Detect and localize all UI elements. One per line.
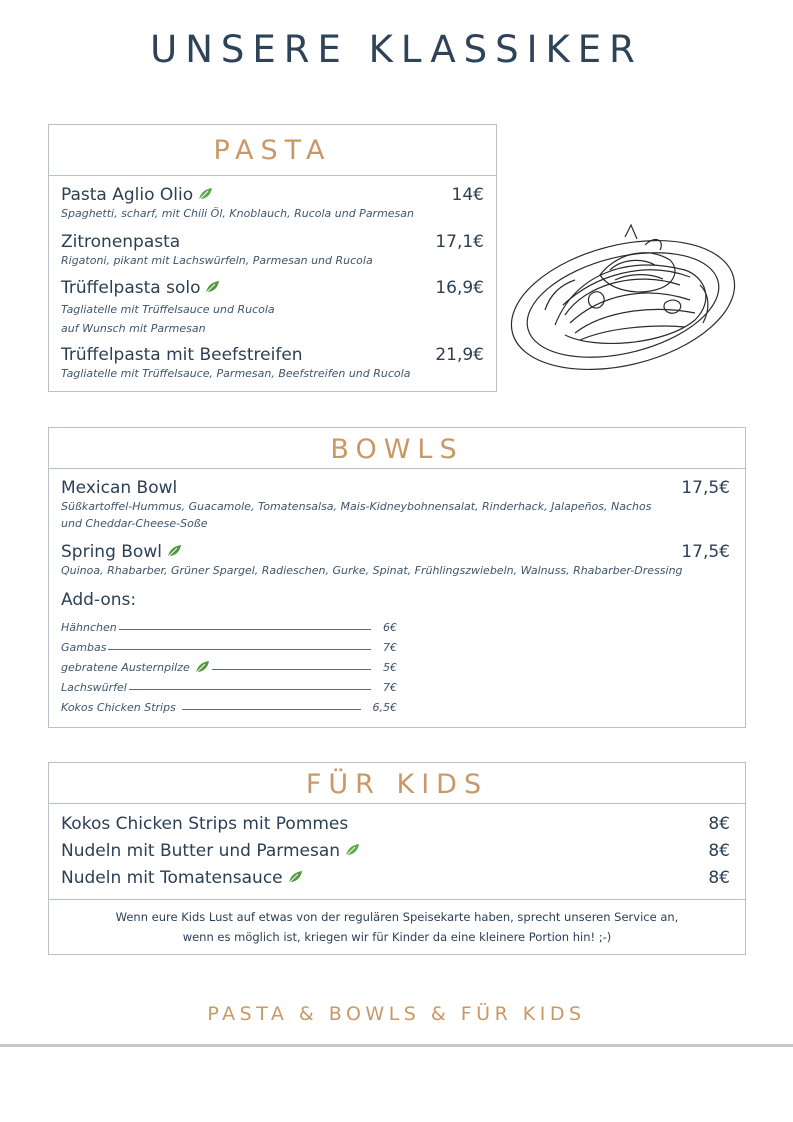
item-price: 16,9€ bbox=[435, 278, 484, 298]
item-price: 8€ bbox=[708, 814, 730, 834]
addon-name: Hähnchen bbox=[61, 621, 117, 634]
item-description: auf Wunsch mit Parmesan bbox=[61, 322, 206, 335]
item-price: 21,9€ bbox=[435, 345, 484, 365]
item-name: Zitronenpasta bbox=[61, 232, 181, 252]
addon-price: 6€ bbox=[383, 621, 397, 634]
pasta-section bbox=[48, 124, 497, 392]
kids-note-line: wenn es möglich ist, kriegen wir für Kinder da eine kleinere Portion hin! ;-) bbox=[182, 930, 612, 944]
leaf-icon bbox=[197, 186, 213, 200]
addon-name: gebratene Austernpilze bbox=[61, 661, 190, 674]
item-description: Quinoa, Rhabarber, Grüner Spargel, Radieschen, Gurke, Spinat, Frühlingszwiebeln, Walnuss, Rhabarber-Dressing bbox=[61, 564, 683, 577]
kids-heading: FÜR KIDS bbox=[49, 763, 745, 804]
addon-name: Lachswürfel bbox=[61, 681, 127, 694]
item-description: Tagliatelle mit Trüffelsauce und Rucola bbox=[61, 303, 275, 316]
addon-price: 7€ bbox=[383, 681, 397, 694]
item-price: 17,5€ bbox=[681, 478, 730, 498]
item-price: 14€ bbox=[451, 185, 484, 205]
item-description: Rigatoni, pikant mit Lachswürfeln, Parmesan und Rucola bbox=[61, 254, 373, 267]
leaf-icon bbox=[166, 543, 182, 557]
item-price: 17,5€ bbox=[681, 542, 730, 562]
menu-item bbox=[61, 278, 484, 345]
menu-item bbox=[61, 814, 730, 841]
bowls-heading: BOWLS bbox=[49, 428, 745, 469]
addon-price: 7€ bbox=[383, 641, 397, 654]
kids-note-line: Wenn eure Kids Lust auf etwas von der regulären Speisekarte haben, sprecht unseren Service an, bbox=[115, 910, 679, 924]
menu-item bbox=[61, 868, 730, 895]
addon-price: 5€ bbox=[383, 661, 397, 674]
dotted-leader bbox=[212, 669, 371, 670]
item-price: 8€ bbox=[708, 868, 730, 888]
item-price: 8€ bbox=[708, 841, 730, 861]
item-name: Mexican Bowl bbox=[61, 478, 178, 498]
menu-item bbox=[61, 185, 484, 232]
leaf-icon bbox=[287, 869, 303, 883]
item-name: Nudeln mit Butter und Parmesan bbox=[61, 841, 341, 861]
addon-name: Kokos Chicken Strips bbox=[61, 701, 176, 714]
pasta-heading: PASTA bbox=[49, 125, 496, 176]
footer-title: PASTA & BOWLS & FÜR KIDS bbox=[207, 1003, 586, 1025]
item-name: Trüffelpasta solo bbox=[61, 278, 201, 298]
item-description: Spaghetti, scharf, mit Chili Öl, Knoblauch, Rucola und Parmesan bbox=[61, 207, 415, 220]
item-name: Spring Bowl bbox=[61, 542, 162, 562]
item-price: 17,1€ bbox=[435, 232, 484, 252]
page-title: UNSERE KLASSIKER bbox=[150, 28, 643, 71]
menu-item bbox=[61, 542, 730, 588]
kids-section bbox=[48, 762, 746, 955]
item-name: Trüffelpasta mit Beefstreifen bbox=[61, 345, 303, 365]
item-name: Nudeln mit Tomatensauce bbox=[61, 868, 283, 888]
item-description: und Cheddar-Cheese-Soße bbox=[61, 517, 208, 530]
footer-divider bbox=[0, 1044, 793, 1047]
menu-item bbox=[61, 345, 484, 389]
menu-item bbox=[61, 841, 730, 868]
addon-row bbox=[61, 694, 397, 714]
addons-title: Add-ons: bbox=[61, 590, 137, 610]
item-name: Pasta Aglio Olio bbox=[61, 185, 194, 205]
dotted-leader bbox=[119, 629, 371, 630]
menu-item bbox=[61, 478, 730, 542]
addon-row bbox=[61, 634, 397, 654]
dotted-leader bbox=[108, 649, 371, 650]
leaf-icon bbox=[204, 279, 220, 293]
item-name: Kokos Chicken Strips mit Pommes bbox=[61, 814, 349, 834]
dotted-leader bbox=[129, 689, 371, 690]
leaf-icon bbox=[344, 842, 360, 856]
dotted-leader bbox=[182, 709, 361, 710]
addon-row bbox=[61, 674, 397, 694]
kids-note bbox=[49, 899, 745, 947]
menu-item bbox=[61, 232, 484, 278]
addon-price: 6,5€ bbox=[372, 701, 397, 714]
addon-row bbox=[61, 614, 397, 634]
pasta-plate-illustration bbox=[505, 215, 745, 380]
addon-name: Gambas bbox=[61, 641, 107, 654]
leaf-icon bbox=[194, 660, 210, 674]
bowls-section bbox=[48, 427, 746, 728]
item-description: Süßkartoffel-Hummus, Guacamole, Tomatensalsa, Mais-Kidneybohnensalat, Rinderhack, Jalapeños, Nachos bbox=[61, 500, 652, 513]
item-description: Tagliatelle mit Trüffelsauce, Parmesan, Beefstreifen und Rucola bbox=[61, 367, 411, 380]
addon-row bbox=[61, 654, 397, 674]
